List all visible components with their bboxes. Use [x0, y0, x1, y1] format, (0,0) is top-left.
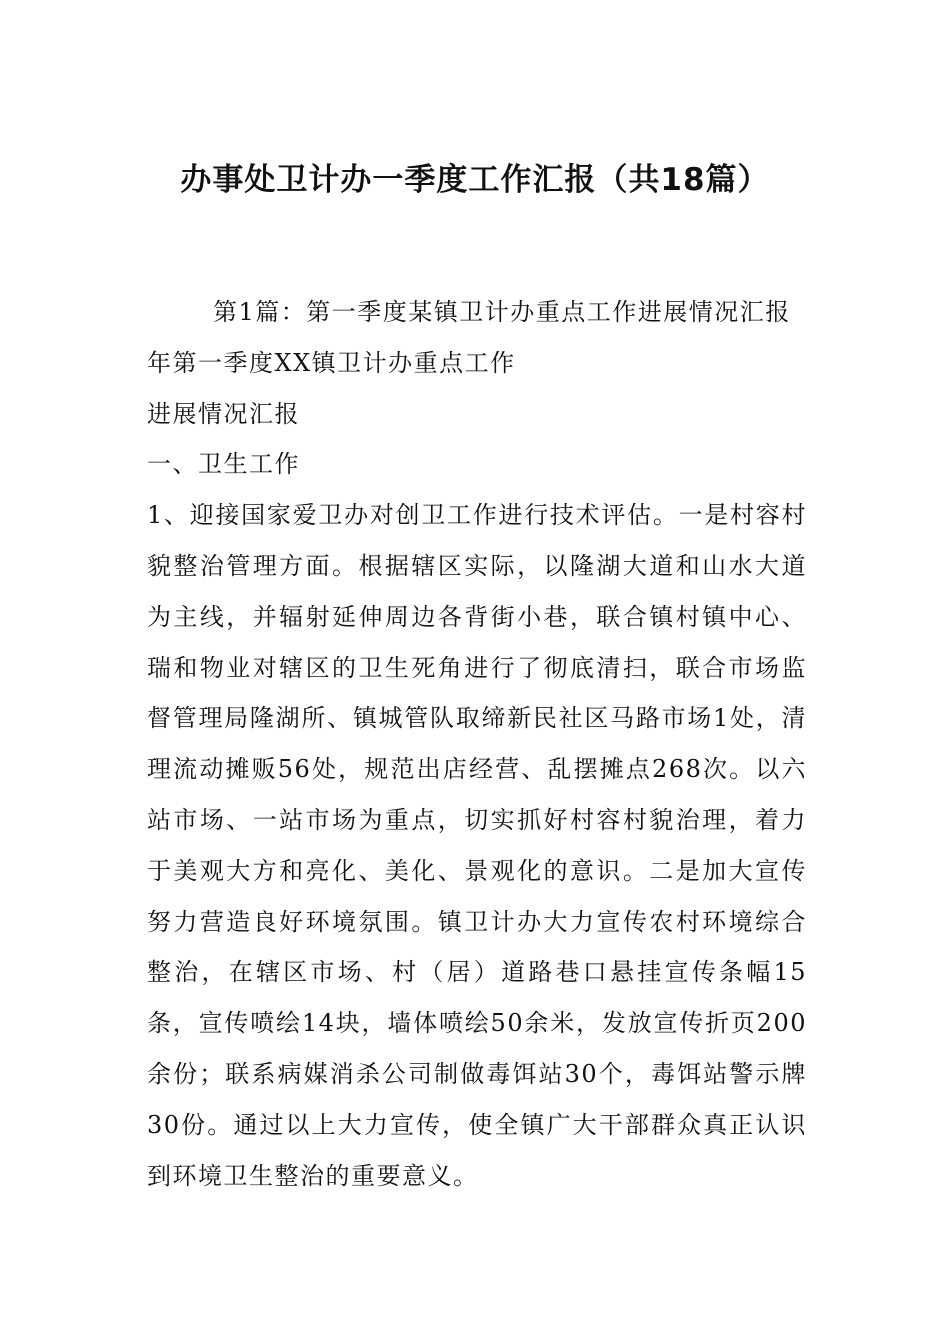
section-heading-line: 第1篇：第一季度某镇卫计办重点工作进展情况汇报	[213, 298, 791, 326]
document-title: 办事处卫计办一季度工作汇报（共18篇）	[180, 162, 770, 198]
section-heading: 一、卫生工作	[147, 450, 300, 479]
subtitle-line: 进展情况汇报	[147, 399, 300, 428]
body-paragraph: 1、迎接国家爱卫办对创卫工作进行技术评估。一是村容村貌整治管理方面。根据辖区实际，以隆湖大道和山水大道为主线，并辐射延伸周边各背街小巷，联合镇村镇中心、瑞和物业对辖区的卫生死角进行了彻底清扫，联合市场监督管理局隆湖所、镇城管队取缔新民社区马路市场1处，清理流动摊贩56处，规范出店经营、乱摆摊点268次。以六站市场、一站市场为重点，切实抓好村容村貌治理，着力于美观大方和亮化、美化、景观化的意识。二是加大宣传努力营造良好环境氛围。镇卫计办大力宣传农村环境综合整治，在辖区市场、村（居）道路巷口悬挂宣传条幅15条，宣传喷绘14块，墙体喷绘50余米，发放宣传折页200余份；联系病媒消杀公司制做毒饵站30个，毒饵站警示牌30份。通过以上大力宣传，使全镇广大干部群众真正认识到环境卫生整治的重要意义。	[147, 501, 807, 1190]
document-body	[147, 287, 807, 1201]
subtitle-line: 年第一季度XX镇卫计办重点工作	[147, 348, 516, 377]
